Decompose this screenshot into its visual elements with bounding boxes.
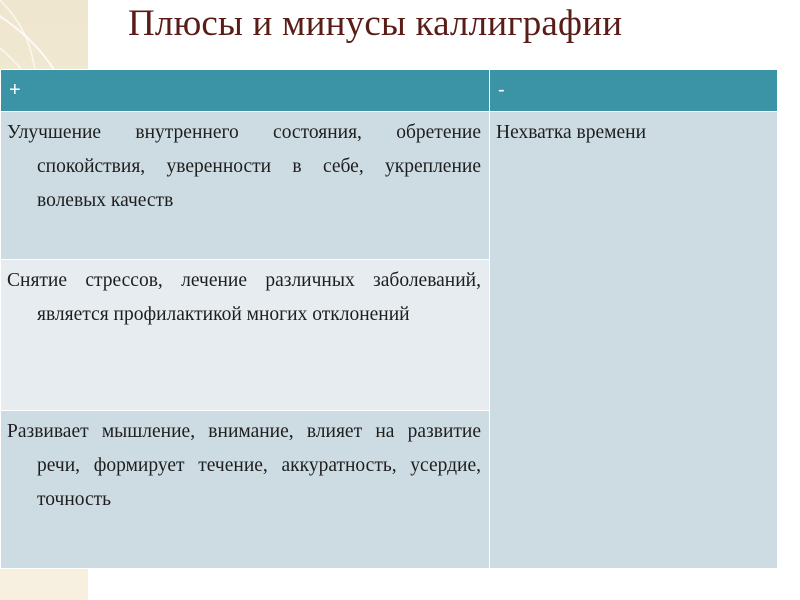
- minus-text-1: Нехватка времени: [496, 122, 647, 143]
- header-plus: +: [1, 70, 490, 112]
- plus-cell-3: [1, 411, 490, 569]
- table-header-row: [1, 70, 778, 112]
- header-minus: -: [490, 70, 778, 112]
- plus-cell-1: [1, 112, 490, 260]
- pros-cons-table: [0, 69, 778, 569]
- plus-text-3: Развивает мышление, внимание, влияет на развитие речи, формирует течение, аккуратность, усердие, точность: [7, 421, 481, 510]
- minus-cell-1: [490, 112, 778, 569]
- plus-text-1: Улучшение внутреннего состояния, обретение спокойствия, уверенности в себе, укрепление волевых качеств: [7, 122, 481, 211]
- table-row: [1, 112, 778, 260]
- plus-cell-2: [1, 260, 490, 411]
- page-title: Плюсы и минусы каллиграфии: [128, 3, 623, 44]
- plus-text-2: Снятие стрессов, лечение различных заболеваний, является профилактикой многих отклонений: [7, 270, 481, 325]
